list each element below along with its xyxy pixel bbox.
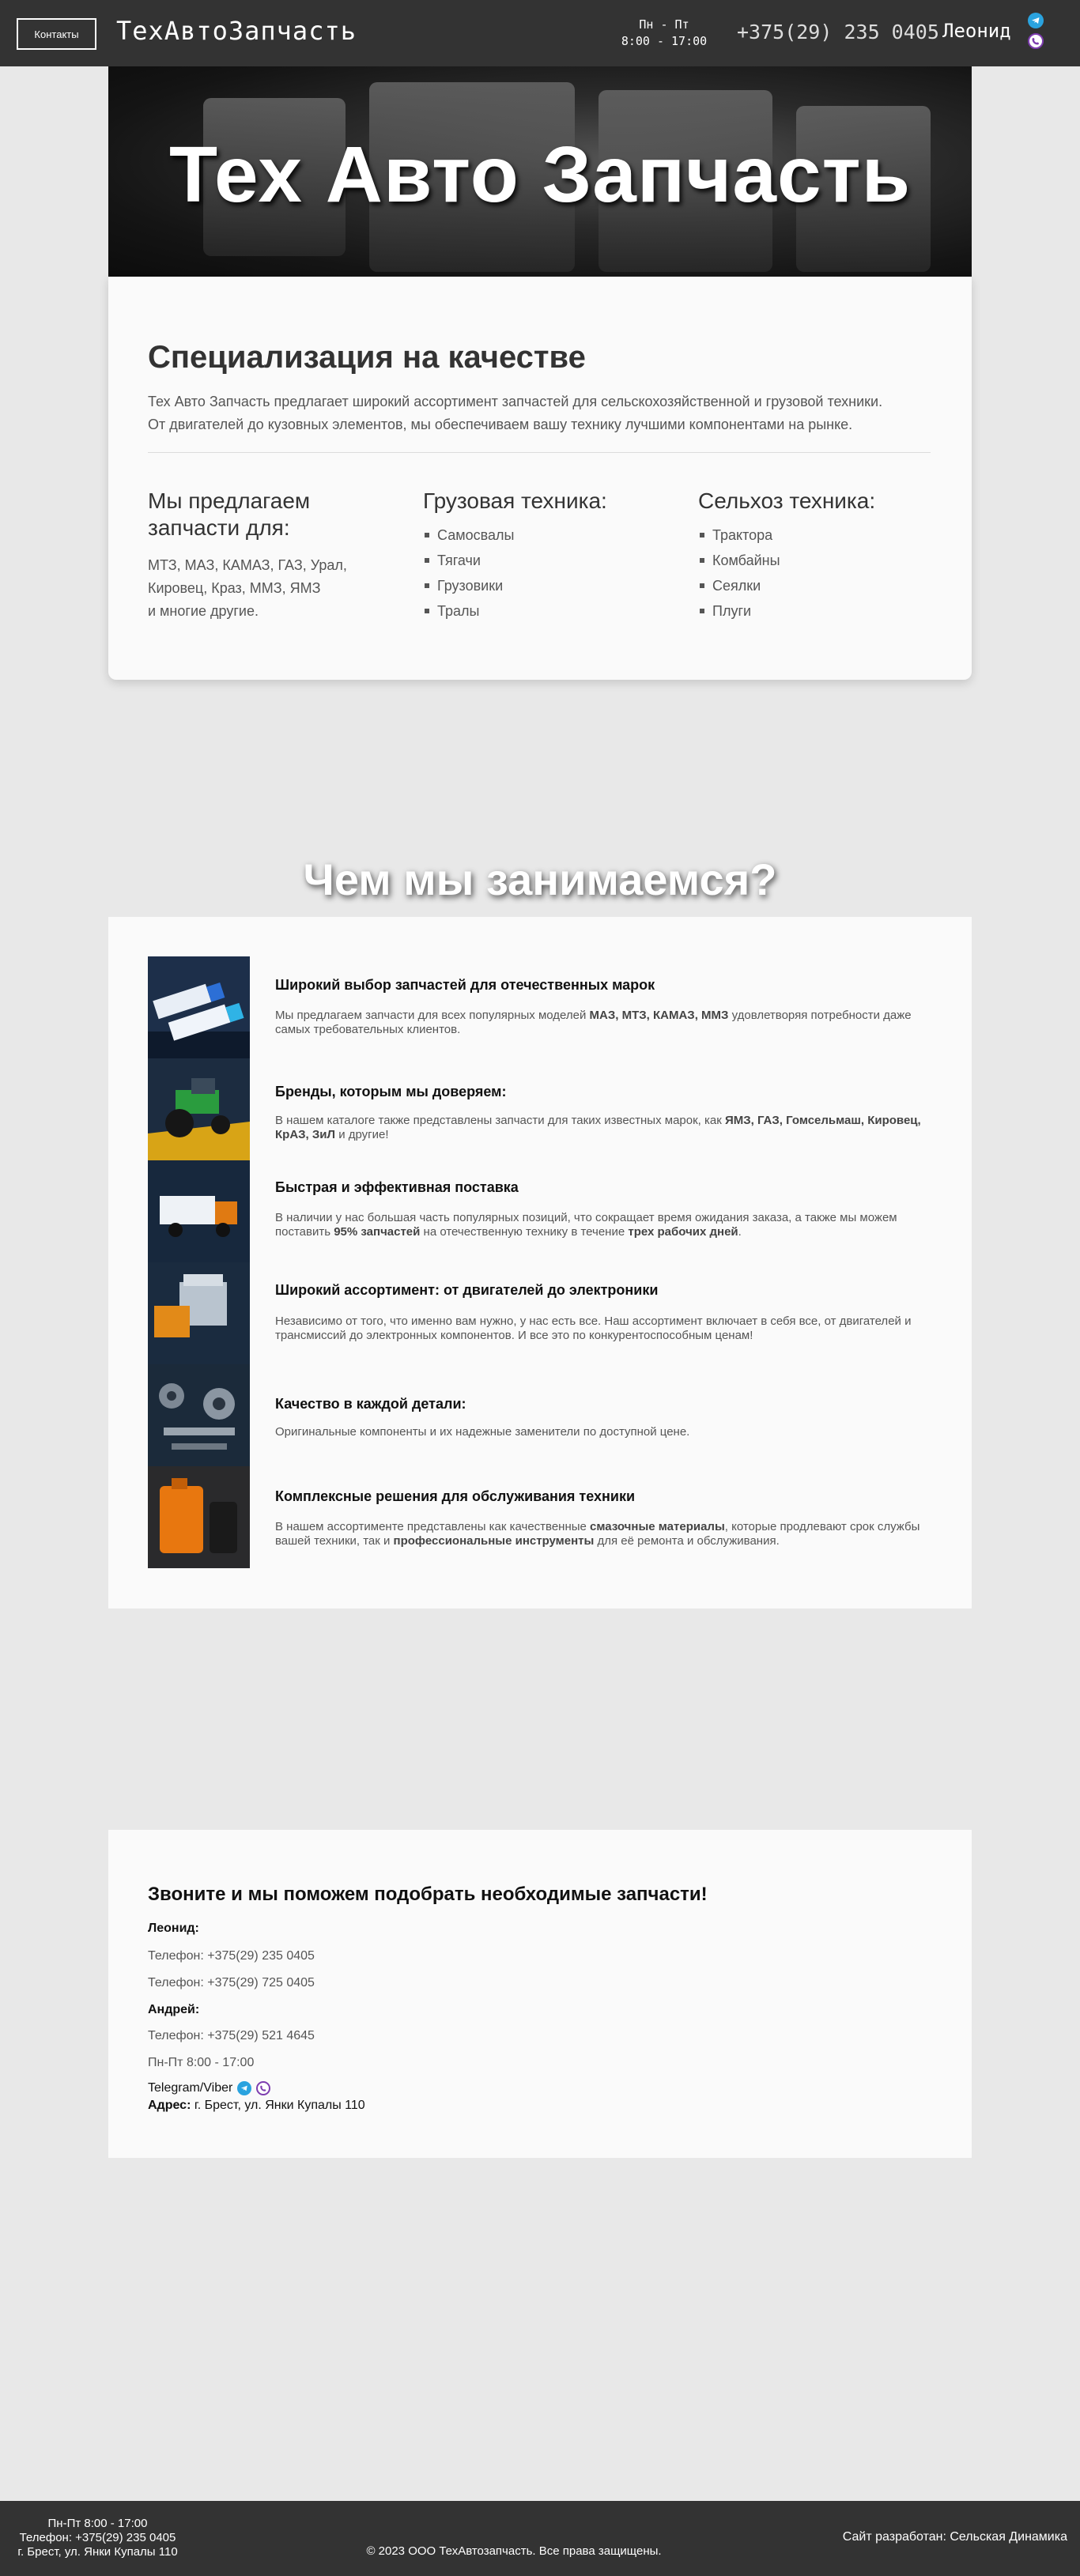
trucks-column-title: Грузовая техника: <box>423 488 607 513</box>
phone-link[interactable]: Телефон: +375(29) 725 0405 <box>148 1976 315 1990</box>
divider <box>148 452 931 453</box>
list-item: Грузовики <box>423 573 676 598</box>
service-title: Широкий ассортимент: от двигателей до электроники <box>275 1282 659 1298</box>
delivery-truck-image <box>148 1160 250 1262</box>
list-item: Трактора <box>698 522 951 548</box>
top-navbar <box>0 0 1080 66</box>
trucks-column <box>423 488 676 624</box>
footer-developer-link[interactable]: Сайт разработан: Сельская Динамика <box>842 2530 1067 2544</box>
hero-banner <box>108 66 972 277</box>
service-item <box>148 1466 931 1568</box>
lubricants-image <box>148 1466 250 1568</box>
service-item <box>148 1262 931 1364</box>
service-text: Мы предлагаем запчасти для всех популярных моделей МАЗ, МТЗ, КАМАЗ, ММЗ удовлетворяя потребности даже самых требовательных клиентов. <box>275 1009 912 1036</box>
phone-link[interactable]: Телефон: +375(29) 521 4645 <box>148 2029 315 2042</box>
header-contact-name: Леонид <box>942 20 1011 42</box>
footer-copyright: © 2023 ООО ТехАвтозапчасть. Все права защищены. <box>366 2544 662 2558</box>
contact-card <box>108 1830 972 2158</box>
contact-person-andrey: Андрей: <box>148 2003 200 2016</box>
footer <box>0 2501 1080 2576</box>
lead-line: Тех Авто Запчасть предлагает широкий ассортимент запчастей для сельскохозяйственной и грузовой техники. <box>148 394 883 409</box>
list-item: Сеялки <box>698 573 951 598</box>
brands-column <box>148 488 401 623</box>
service-title: Комплексные решения для обслуживания техники <box>275 1488 636 1504</box>
working-days: Пн - Пт <box>639 17 689 32</box>
footer-address: г. Брест, ул. Янки Купалы 110 <box>17 2545 178 2559</box>
trucks-image <box>148 956 250 1058</box>
messenger-row <box>148 2081 270 2095</box>
service-item <box>148 956 931 1058</box>
service-text: В нашем каталоге также представлены запчасти для таких известных марок, как ЯМЗ, ГАЗ, Гомсельмаш, Кировец, КрАЗ, ЗиЛ и другие! <box>275 1114 921 1141</box>
parts-image <box>148 1364 250 1466</box>
address-value: г. Брест, ул. Янки Купалы 110 <box>191 2099 365 2112</box>
list-item: Комбайны <box>698 548 951 573</box>
service-title: Широкий выбор запчастей для отечественных марок <box>275 977 655 993</box>
service-title: Быстрая и эффективная поставка <box>275 1179 519 1195</box>
contacts-button[interactable]: Контакты <box>17 18 96 50</box>
address-label: Адрес: <box>148 2099 191 2112</box>
service-title: Бренды, которым мы доверяем: <box>275 1084 507 1099</box>
contact-address <box>148 2099 365 2113</box>
service-text: В нашем ассортименте представлены как качественные смазочные материалы, которые продлевают срок службы вашей техники, так и профессиональные инструменты для её ремонта и обслуживания. <box>275 1520 920 1548</box>
specialization-card <box>108 277 972 680</box>
service-item <box>148 1058 931 1160</box>
contact-title: Звоните и мы поможем подобрать необходимые запчасти! <box>148 1884 708 1905</box>
specialization-title: Специализация на качестве <box>148 340 586 375</box>
service-item <box>148 1364 931 1466</box>
working-time: 8:00 - 17:00 <box>621 34 708 48</box>
lead-line: От двигателей до кузовных элементов, мы обеспечиваем вашу технику лучшими компонентами на рынке. <box>148 417 853 432</box>
phone-link[interactable]: Телефон: +375(29) 235 0405 <box>148 1949 315 1963</box>
messenger-label: Telegram/Viber <box>148 2081 233 2095</box>
footer-phone[interactable]: Телефон: +375(29) 235 0405 <box>19 2531 176 2544</box>
service-text: Оригинальные компоненты и их надежные заменители по доступной цене. <box>275 1425 690 1439</box>
list-item: Тягачи <box>423 548 676 573</box>
header-phone-link[interactable]: +375(29) 235 0405 <box>737 21 939 43</box>
messenger-icons <box>1028 13 1044 49</box>
footer-hours: Пн-Пт 8:00 - 17:00 <box>47 2517 148 2530</box>
list-item: Тралы <box>423 598 676 624</box>
specialization-lead <box>148 390 938 436</box>
contact-hours: Пн-Пт 8:00 - 17:00 <box>148 2056 255 2069</box>
service-item <box>148 1160 931 1262</box>
brands-line: МТЗ, МАЗ, КАМАЗ, ГАЗ, Урал, <box>148 557 347 573</box>
brands-line: и многие другие. <box>148 603 259 619</box>
engine-image <box>148 1262 250 1364</box>
working-hours <box>609 17 719 50</box>
viber-icon[interactable] <box>1028 33 1044 49</box>
service-text: Независимо от того, что именно вам нужно, у нас есть все. Наш ассортимент включает в себя все, от двигателей и трансмиссий до электронных компонентов. И все это по конкурентоспособным ценам! <box>275 1314 912 1342</box>
viber-icon[interactable] <box>256 2081 270 2095</box>
brands-line: Кировец, Краз, ММЗ, ЯМЗ <box>148 580 321 596</box>
brands-list <box>148 554 401 623</box>
service-title: Качество в каждой детали: <box>275 1396 466 1412</box>
site-brand[interactable]: ТехАвтоЗапчасть <box>116 16 357 46</box>
telegram-icon[interactable] <box>1028 13 1044 28</box>
agri-column <box>698 488 951 624</box>
agri-column-title: Сельхоз техника: <box>698 488 876 513</box>
list-item: Плуги <box>698 598 951 624</box>
service-text: В наличии у нас большая часть популярных позиций, что сокращает время ожидания заказа, а также мы можем поставить 95% запчастей на отечественную технику в течение трех рабочих дней. <box>275 1211 897 1239</box>
list-item: Самосвалы <box>423 522 676 548</box>
tractor-image <box>148 1058 250 1160</box>
telegram-icon[interactable] <box>237 2081 251 2095</box>
brands-column-title: Мы предлагаем запчасти для: <box>148 488 311 540</box>
hero-title: Тех Авто Запчасть <box>168 130 912 219</box>
services-card <box>108 917 972 1609</box>
contact-person-leonid: Леонид: <box>148 1922 199 1935</box>
services-section-title: Чем мы занимаемся? <box>303 854 777 904</box>
